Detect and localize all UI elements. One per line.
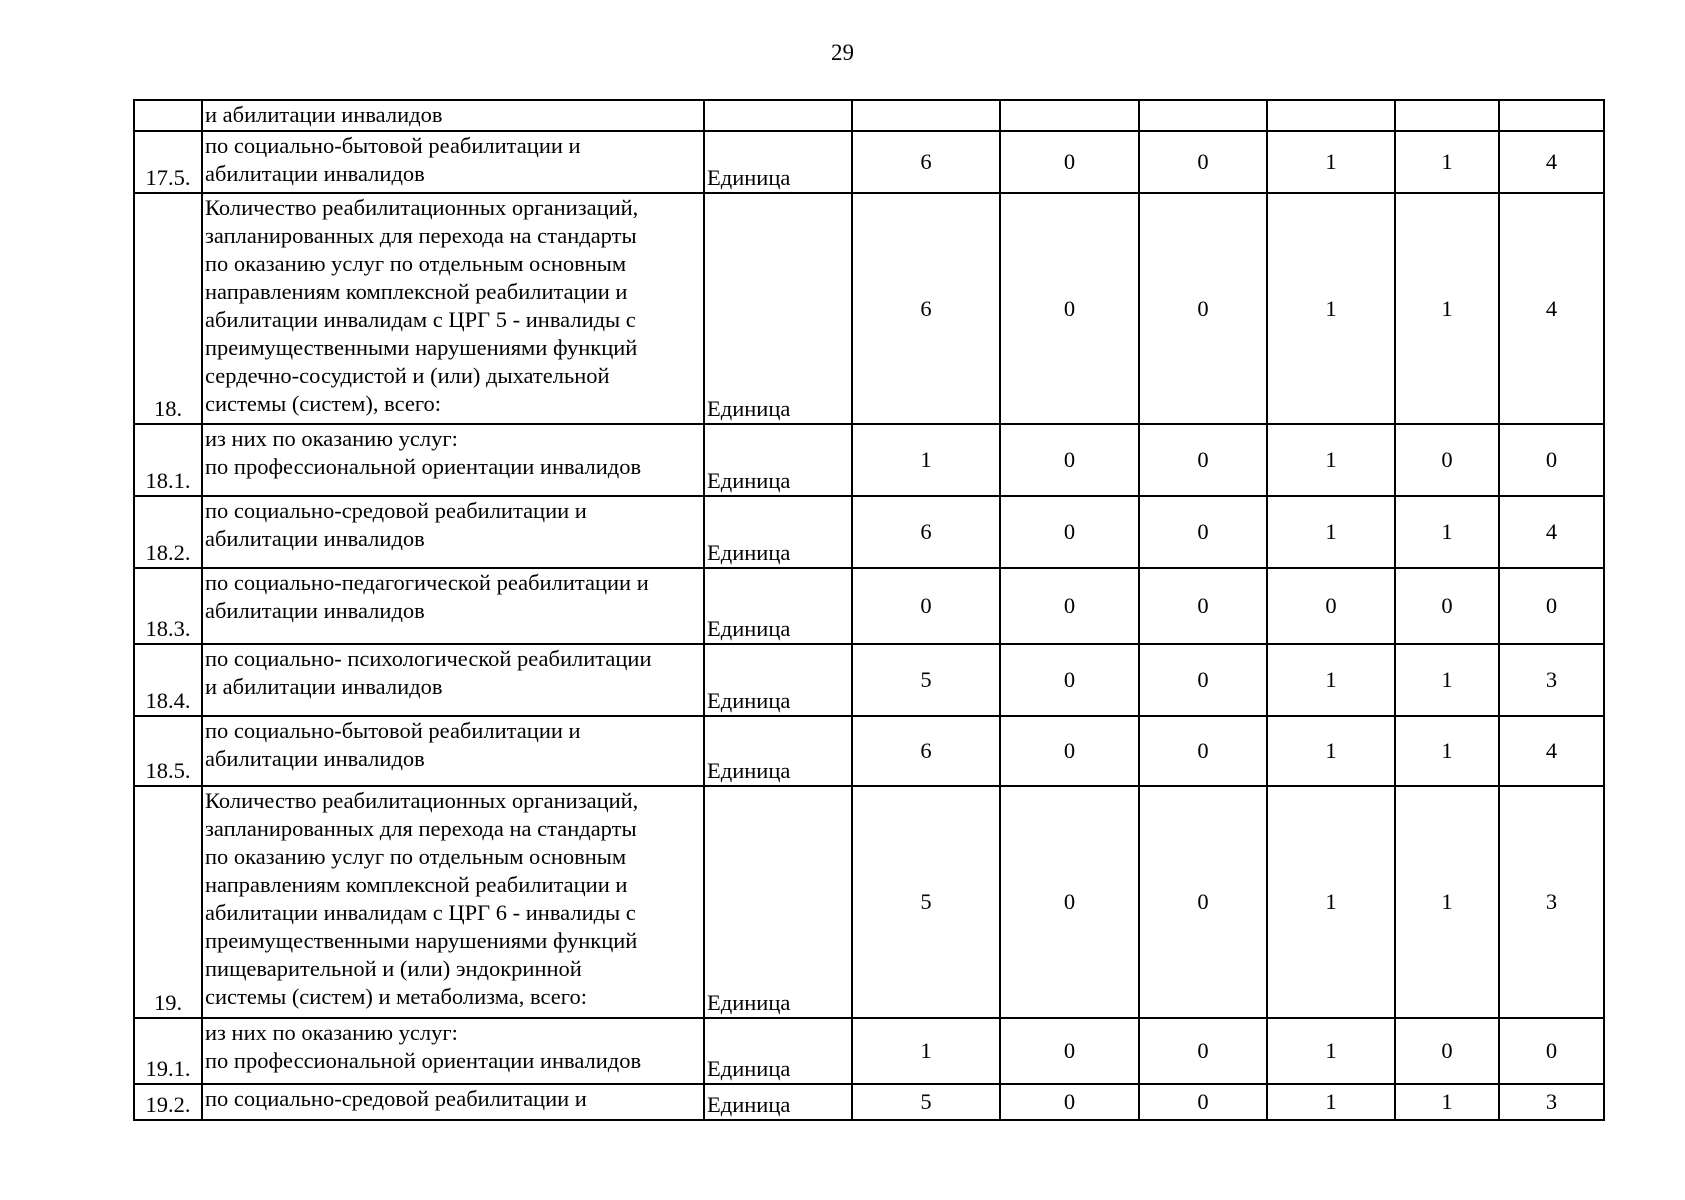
- value-cell: [852, 100, 1000, 131]
- row-number-cell: 18.4.: [134, 644, 202, 716]
- value-cell: 0: [1139, 424, 1267, 496]
- value-cell: 1: [852, 424, 1000, 496]
- indicator-name-cell: [202, 1084, 704, 1120]
- indicators-table: [133, 99, 1605, 1121]
- value-cell: 1: [1395, 193, 1499, 424]
- row-number-cell: 17.5.: [134, 131, 202, 193]
- value-cell: 0: [1395, 424, 1499, 496]
- table-row: [134, 644, 1604, 716]
- value-cell: 4: [1499, 716, 1604, 786]
- table-row: [134, 716, 1604, 786]
- value-cell: 4: [1499, 496, 1604, 568]
- unit-cell: Единица: [704, 1018, 852, 1084]
- unit-cell: Единица: [704, 568, 852, 644]
- value-cell: 4: [1499, 131, 1604, 193]
- value-cell: 1: [1395, 496, 1499, 568]
- table-row: [134, 786, 1604, 1018]
- row-number-cell: 19.1.: [134, 1018, 202, 1084]
- value-cell: 5: [852, 786, 1000, 1018]
- value-cell: 0: [1000, 644, 1139, 716]
- value-cell: [1499, 100, 1604, 131]
- indicator-name-cell: [202, 568, 704, 644]
- indicator-name-cell: [202, 100, 704, 131]
- value-cell: 1: [1267, 716, 1395, 786]
- value-cell: 0: [1139, 568, 1267, 644]
- indicator-name-text: Количество реабилитационных организаций, запланированных для перехода на стандарты по оказанию услуг по отдельным основным направлениям комплексной реабилитации и абилитации инвалидам с ЦРГ 5 - инвалиды с преимущественными нарушениями функций сердечно-сосудистой и (или) дыхательной системы (систем), всего:: [205, 195, 639, 416]
- row-number-cell: 18.2.: [134, 496, 202, 568]
- indicator-name-cell: [202, 424, 704, 496]
- value-cell: 0: [1139, 1084, 1267, 1120]
- row-number-cell: 18.: [134, 193, 202, 424]
- value-cell: 4: [1499, 193, 1604, 424]
- value-cell: 0: [1000, 193, 1139, 424]
- row-number-cell: 19.2.: [134, 1084, 202, 1120]
- value-cell: 1: [1267, 131, 1395, 193]
- value-cell: 6: [852, 193, 1000, 424]
- value-cell: 6: [852, 496, 1000, 568]
- unit-cell: Единица: [704, 1084, 852, 1120]
- value-cell: 0: [1000, 424, 1139, 496]
- value-cell: 0: [1000, 131, 1139, 193]
- value-cell: [1267, 100, 1395, 131]
- value-cell: 0: [1000, 1018, 1139, 1084]
- value-cell: 0: [1139, 716, 1267, 786]
- table-body: [134, 100, 1604, 1120]
- indicator-name-text: Количество реабилитационных организаций, запланированных для перехода на стандарты по оказанию услуг по отдельным основным направлениям комплексной реабилитации и абилитации инвалидам с ЦРГ 6 - инвалиды с преимущественными нарушениями функций пищеварительной и (или) эндокринной системы (систем) и метаболизма, всего:: [205, 788, 639, 1009]
- indicator-name-text: из них по оказанию услуг: по профессиональной ориентации инвалидов: [205, 1020, 642, 1073]
- table-row: [134, 193, 1604, 424]
- value-cell: 0: [1139, 1018, 1267, 1084]
- value-cell: 0: [1000, 568, 1139, 644]
- value-cell: [1000, 100, 1139, 131]
- value-cell: 0: [1139, 786, 1267, 1018]
- value-cell: 3: [1499, 644, 1604, 716]
- value-cell: 0: [1395, 568, 1499, 644]
- indicator-name-cell: [202, 716, 704, 786]
- table-row: [134, 100, 1604, 131]
- value-cell: 0: [1139, 131, 1267, 193]
- indicator-name-text: по социально- психологической реабилитации и абилитации инвалидов: [205, 646, 652, 699]
- indicator-name-text: и абилитации инвалидов: [205, 102, 443, 127]
- page-number: 29: [831, 40, 854, 65]
- unit-cell: Единица: [704, 496, 852, 568]
- table-row: [134, 1018, 1604, 1084]
- value-cell: 1: [852, 1018, 1000, 1084]
- value-cell: 1: [1395, 786, 1499, 1018]
- indicator-name-cell: [202, 786, 704, 1018]
- value-cell: 0: [1267, 568, 1395, 644]
- value-cell: 1: [1395, 716, 1499, 786]
- value-cell: 0: [1499, 424, 1604, 496]
- unit-cell: Единица: [704, 644, 852, 716]
- value-cell: 0: [1000, 786, 1139, 1018]
- value-cell: 3: [1499, 786, 1604, 1018]
- value-cell: 0: [1395, 1018, 1499, 1084]
- indicator-name-cell: [202, 1018, 704, 1084]
- value-cell: 6: [852, 131, 1000, 193]
- table-row: [134, 424, 1604, 496]
- value-cell: 1: [1267, 644, 1395, 716]
- indicator-name-text: по социально-средовой реабилитации и абилитации инвалидов: [205, 498, 587, 551]
- indicator-name-cell: [202, 131, 704, 193]
- table-row: [134, 496, 1604, 568]
- value-cell: 1: [1395, 131, 1499, 193]
- value-cell: 1: [1267, 496, 1395, 568]
- row-number-cell: 18.3.: [134, 568, 202, 644]
- value-cell: 6: [852, 716, 1000, 786]
- value-cell: 0: [1000, 496, 1139, 568]
- value-cell: 0: [852, 568, 1000, 644]
- value-cell: 0: [1499, 568, 1604, 644]
- value-cell: 1: [1267, 786, 1395, 1018]
- row-number-cell: 18.5.: [134, 716, 202, 786]
- value-cell: 3: [1499, 1084, 1604, 1120]
- value-cell: 0: [1139, 193, 1267, 424]
- indicator-name-text: по социально-педагогической реабилитации и абилитации инвалидов: [205, 570, 649, 623]
- unit-cell: Единица: [704, 193, 852, 424]
- indicator-name-text: по социально-бытовой реабилитации и абилитации инвалидов: [205, 133, 581, 186]
- unit-cell: Единица: [704, 716, 852, 786]
- unit-cell: [704, 100, 852, 131]
- value-cell: [1395, 100, 1499, 131]
- row-number-cell: 18.1.: [134, 424, 202, 496]
- row-number-cell: 19.: [134, 786, 202, 1018]
- value-cell: 1: [1395, 644, 1499, 716]
- value-cell: 0: [1000, 716, 1139, 786]
- indicator-name-text: по социально-средовой реабилитации и: [205, 1086, 587, 1111]
- table-row: [134, 568, 1604, 644]
- value-cell: 0: [1499, 1018, 1604, 1084]
- value-cell: 0: [1139, 496, 1267, 568]
- value-cell: 0: [1139, 644, 1267, 716]
- value-cell: 1: [1267, 193, 1395, 424]
- unit-cell: Единица: [704, 131, 852, 193]
- indicator-name-cell: [202, 644, 704, 716]
- value-cell: 1: [1395, 1084, 1499, 1120]
- row-number-cell: [134, 100, 202, 131]
- indicator-name-cell: [202, 193, 704, 424]
- value-cell: 1: [1267, 1084, 1395, 1120]
- table-row: [134, 1084, 1604, 1120]
- unit-cell: Единица: [704, 424, 852, 496]
- indicator-name-text: по социально-бытовой реабилитации и абилитации инвалидов: [205, 718, 581, 771]
- value-cell: 1: [1267, 424, 1395, 496]
- value-cell: 5: [852, 644, 1000, 716]
- unit-cell: Единица: [704, 786, 852, 1018]
- value-cell: 0: [1000, 1084, 1139, 1120]
- table-row: [134, 131, 1604, 193]
- value-cell: 5: [852, 1084, 1000, 1120]
- value-cell: [1139, 100, 1267, 131]
- value-cell: 1: [1267, 1018, 1395, 1084]
- indicator-name-cell: [202, 496, 704, 568]
- indicator-name-text: из них по оказанию услуг: по профессиональной ориентации инвалидов: [205, 426, 642, 479]
